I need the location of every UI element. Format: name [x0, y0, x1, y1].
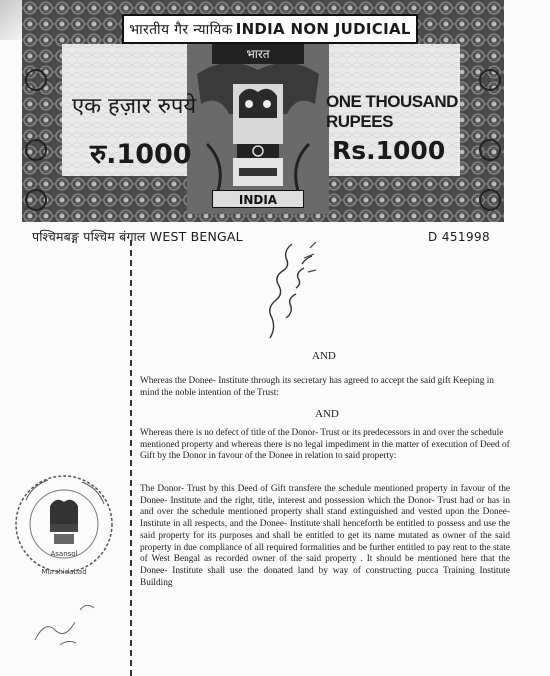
- stamp-serial-number: D 451998: [428, 230, 491, 244]
- amount-hindi: रु.1000: [90, 139, 192, 170]
- ashoka-lion-emblem-icon: [187, 44, 329, 214]
- denomination-english: ONE THOUSAND RUPEES: [326, 92, 458, 131]
- handwritten-signature: [250, 228, 330, 348]
- and-heading-2: AND: [315, 408, 339, 420]
- stamp-title-hindi: भारतीय गैर न्यायिक: [129, 21, 233, 38]
- and-heading-1: AND: [312, 350, 336, 362]
- paragraph-2: Whereas there is no defect of title of the Donor- Trust or its predecessors in and over the schedule mentioned property and whereas there is no legal impediment in the matter of execution of Deed of Gift by the Donor in favour of the Donee in relation to said property:: [140, 428, 510, 461]
- amount-english: Rs.1000: [332, 136, 446, 165]
- state-line: पश्चिमबङ्ग पश्चिम बंगाल WEST BENGAL: [32, 229, 243, 244]
- paragraph-3: The Donor- Trust by this Deed of Gift transfere the schedule mentioned property in favour of the Donee- Institute and the right, title, interest and possession which the Donor- Trust had or has in and over the schedule mentioned property shall stand extinguished and vested upon the Donee- Institute in all respects, and the Donee- Institute shall henceforth be entitled to possess and use the said property for its purposes and shall be entitled to get its name mutated as owner of the said property in due compliance of all required formalities and be further entitled to pay rent to the state of West Bengal as recorded owner of the said property . It should be mentioned here that the Donee- Institute shall use the donated land by way of constructing pucca Training Institute Building: [140, 484, 510, 588]
- stamp-country-label: INDIA: [212, 190, 304, 208]
- stamp-title-english: INDIA NON JUDICIAL: [235, 20, 411, 38]
- paragraph-1: Whereas the Donee- Institute through its secretary has agreed to accept the said gift Keeping in mind the noble intention of the Trust:: [140, 376, 494, 398]
- stamp-title-box: [122, 14, 418, 44]
- denomination-hindi: एक हज़ार रुपये: [72, 94, 197, 119]
- svg-text:Murshidabad: Murshidabad: [41, 568, 87, 576]
- ashoka-emblem-panel: [187, 44, 329, 214]
- stamp-paper-header: [22, 0, 504, 222]
- emblem-top-label: भारत: [212, 44, 304, 64]
- svg-text:Asansol: Asansol: [50, 550, 78, 558]
- marginal-scribble: [30, 590, 100, 650]
- registrar-office-seal-stamp: [6, 470, 124, 580]
- margin-dashed-line: [130, 240, 132, 676]
